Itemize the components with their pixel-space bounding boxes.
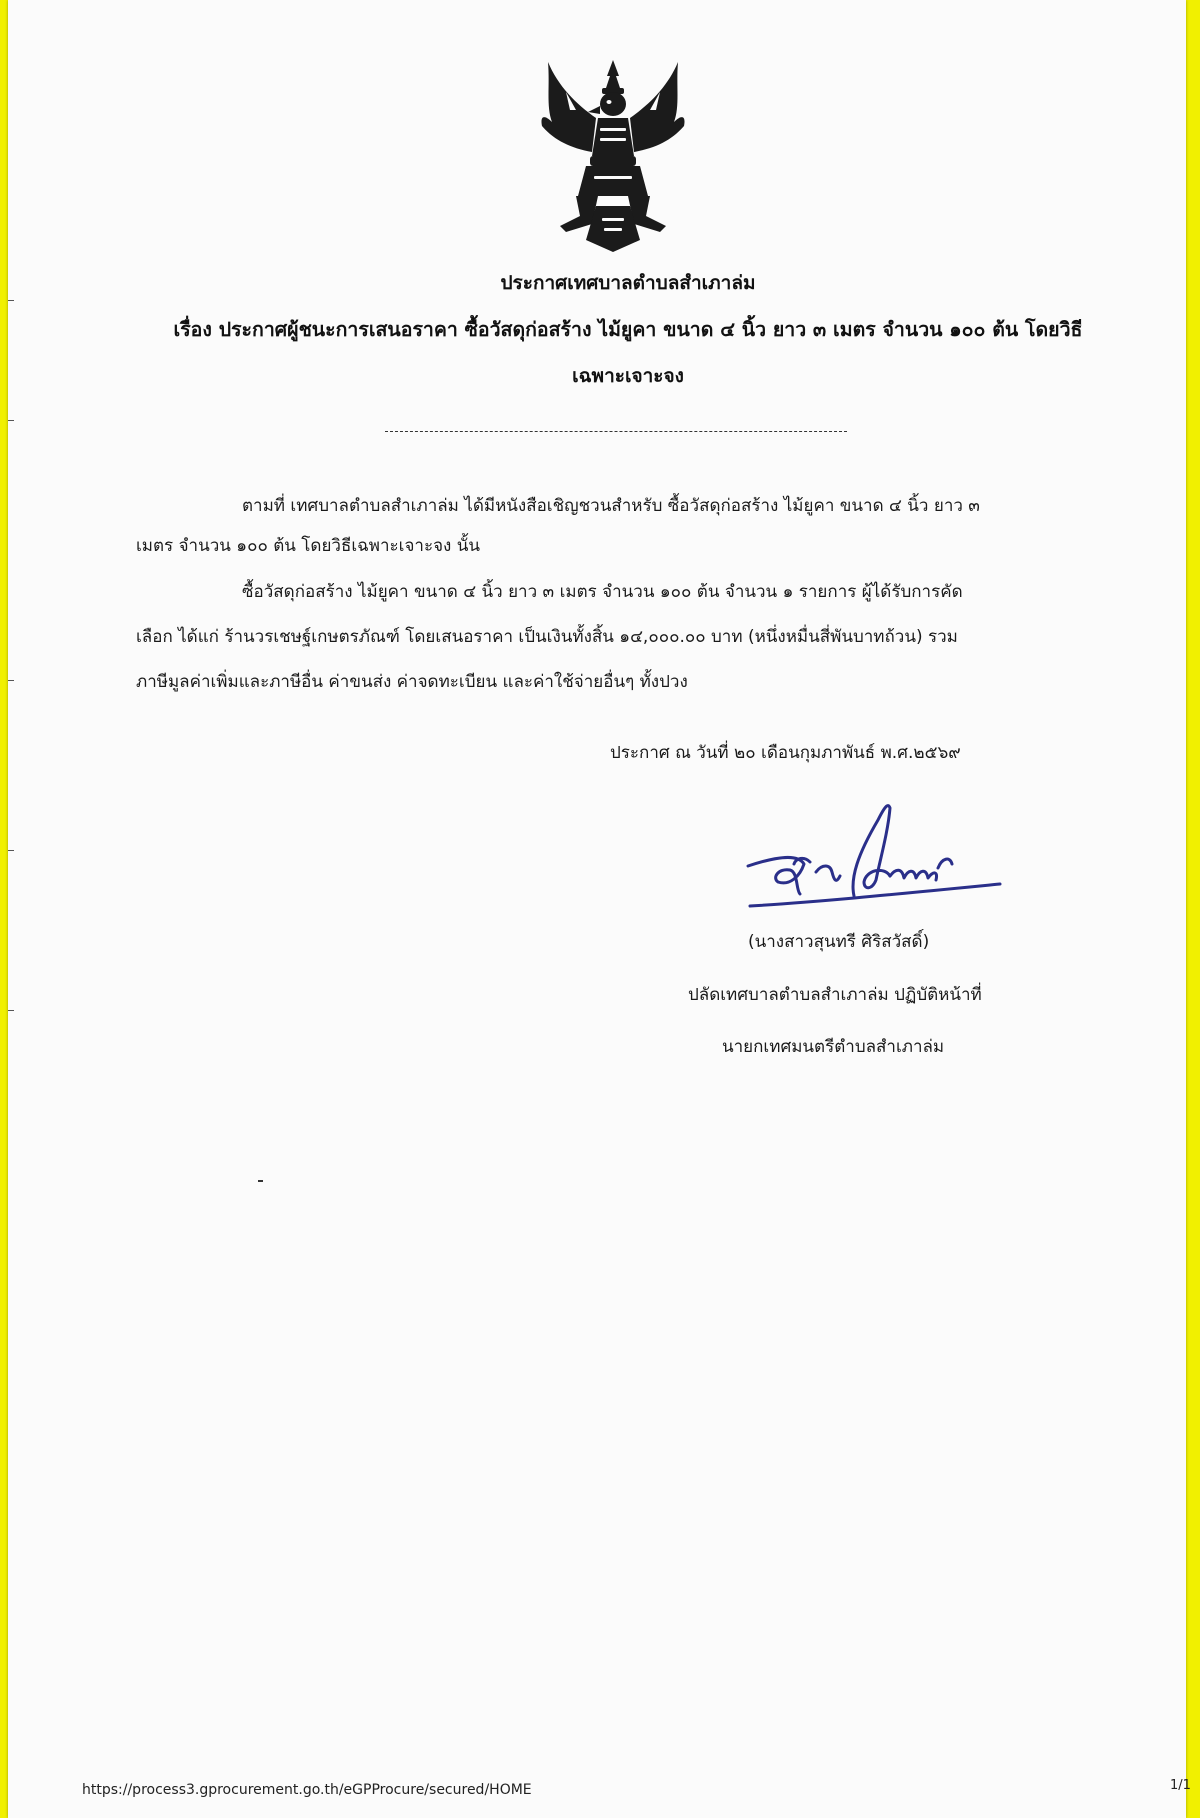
announcement-heading: ประกาศเทศบาลตำบลสำเภาล่ม xyxy=(500,272,756,294)
paragraph-2-line-3: ภาษีมูลค่าเพิ่มและภาษีอื่น ค่าขนส่ง ค่าจดทะเบียน และค่าใช้จ่ายอื่นๆ ทั้งปวง xyxy=(136,672,688,692)
subject-line-1: เรื่อง ประกาศผู้ชนะการเสนอราคา ซื้อวัสดุก่อสร้าง ไม้ยูคา ขนาด ๔ นิ้ว ยาว ๓ เมตร จำนวน ๑๐๐ ต้น โดยวิธี xyxy=(173,318,1083,341)
scan-speck xyxy=(258,1180,263,1182)
paragraph-1-line-1: ตามที่ เทศบาลตำบลสำเภาล่ม ได้มีหนังสือเชิญชวนสำหรับ ซื้อวัสดุก่อสร้าง ไม้ยูคา ขนาด ๔ นิ้ว ยาว ๓ xyxy=(242,496,980,516)
edge-line xyxy=(8,1010,14,1011)
announcement-date: ประกาศ ณ วันที่ ๒๐ เดือนกุมภาพันธ์ พ.ศ.๒๕๖๙ xyxy=(610,743,961,763)
paragraph-1-line-2: เมตร จำนวน ๑๐๐ ต้น โดยวิธีเฉพาะเจาะจง นั้น xyxy=(136,536,480,556)
paragraph-2-line-2: เลือก ได้แก่ ร้านวรเชษฐ์เกษตรภัณฑ์ โดยเสนอราคา เป็นเงินทั้งสิ้น ๑๔,๐๐๐.๐๐ บาท (หนึ่งหมื่นสี่พันบาทถ้วน) รวม xyxy=(136,627,958,647)
footer-url: https://process3.gprocurement.go.th/eGPProcure/secured/HOME xyxy=(82,1782,532,1798)
handwritten-signature xyxy=(738,798,1008,918)
footer-page-number: 1/1 xyxy=(1170,1778,1191,1793)
separator-dashed-rule xyxy=(385,431,847,432)
subject-line-2: เฉพาะเจาะจง xyxy=(572,365,684,387)
signer-name: (นางสาวสุนทรี ศิริสวัสดิ์) xyxy=(748,932,930,952)
edge-line xyxy=(8,680,14,681)
edge-line xyxy=(8,300,14,301)
paragraph-2-line-1: ซื้อวัสดุก่อสร้าง ไม้ยูคา ขนาด ๔ นิ้ว ยาว ๓ เมตร จำนวน ๑๐๐ ต้น จำนวน ๑ รายการ ผู้ได้รับการคัด xyxy=(242,582,963,602)
edge-line xyxy=(8,850,14,851)
garuda-emblem-icon xyxy=(536,56,690,252)
document-page xyxy=(8,0,1191,1818)
signer-position-line-2: นายกเทศมนตรีตำบลสำเภาล่ม xyxy=(722,1037,945,1057)
signer-position-line-1: ปลัดเทศบาลตำบลสำเภาล่ม ปฏิบัติหน้าที่ xyxy=(688,985,982,1005)
edge-line xyxy=(8,420,14,421)
